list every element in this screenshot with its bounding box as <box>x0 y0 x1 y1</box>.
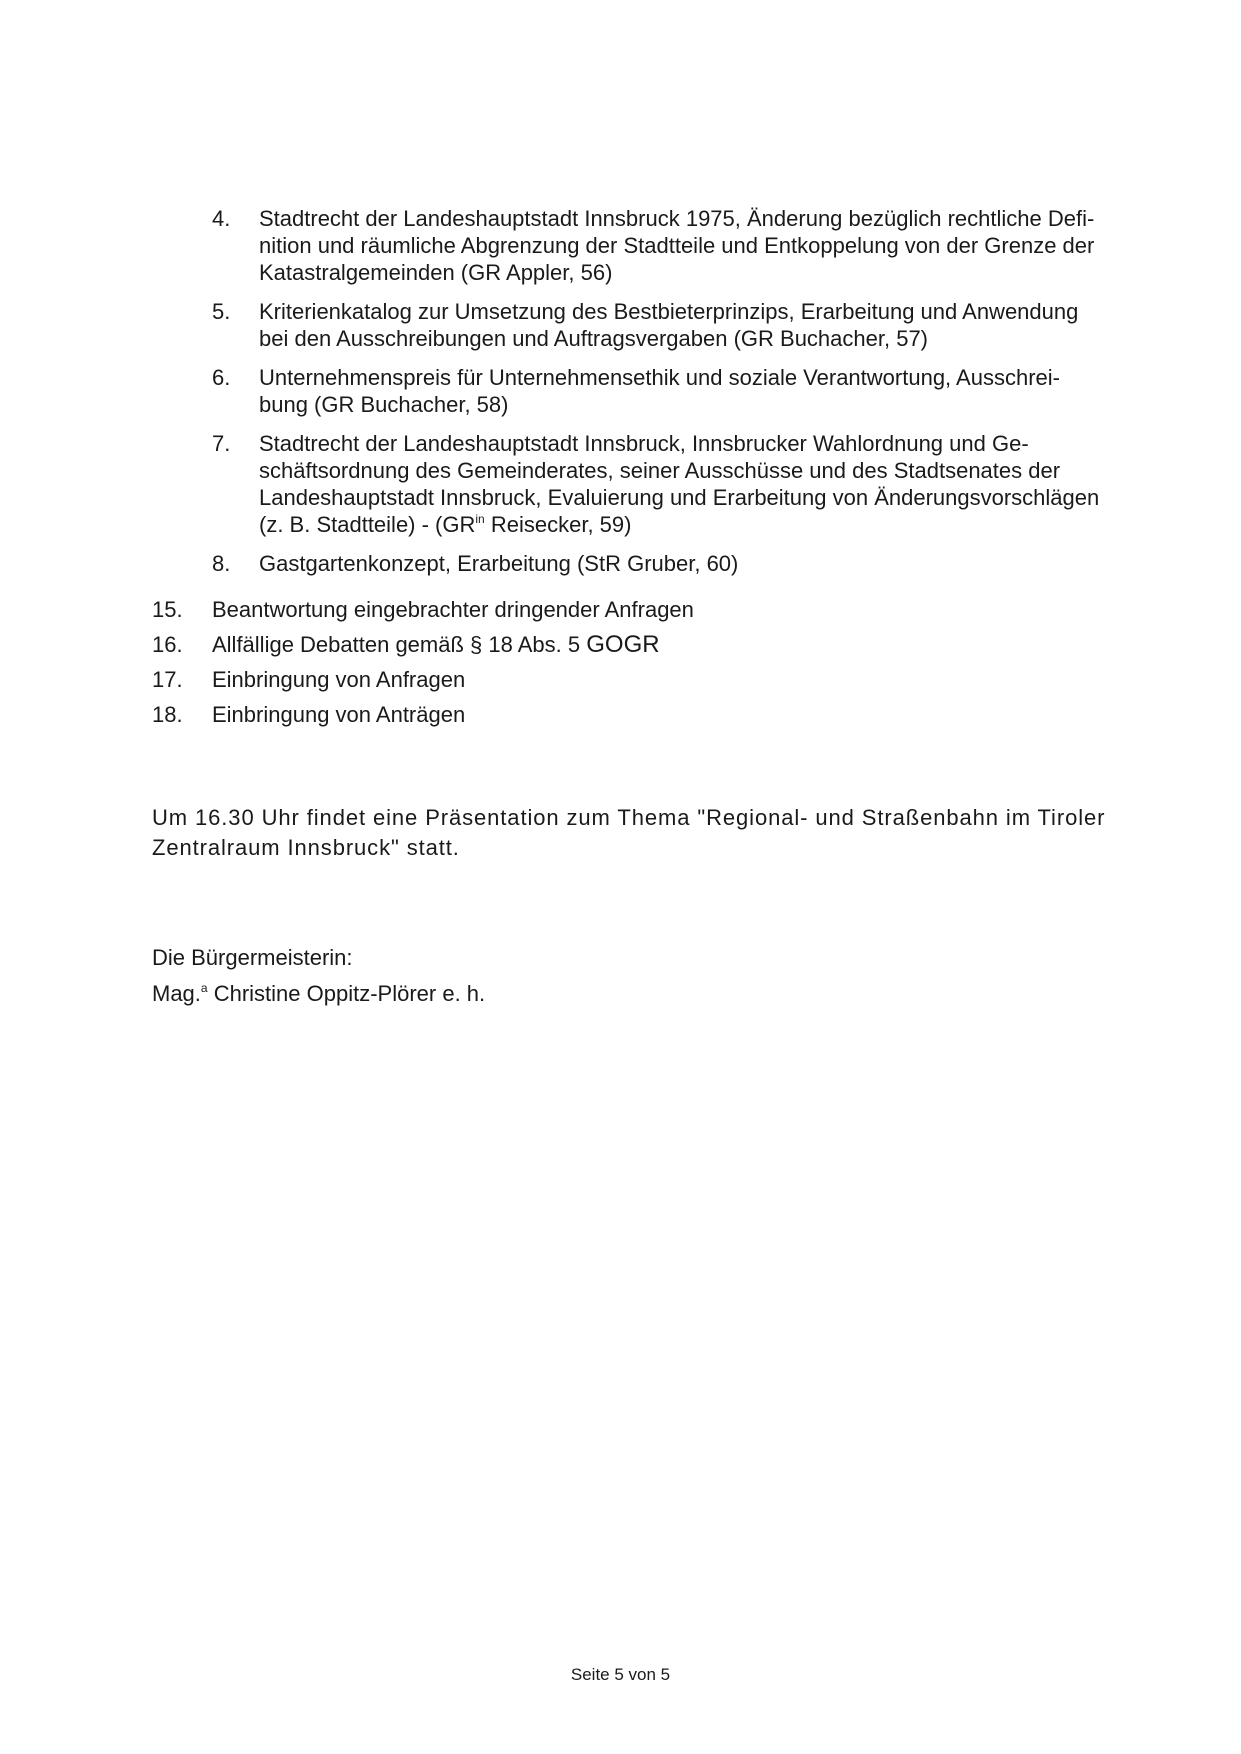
item-number: 18. <box>152 702 183 727</box>
agenda-main-item-18 <box>152 700 1142 735</box>
item-number: 16. <box>152 632 183 657</box>
text-line: Zentralraum Innsbruck" statt. <box>152 835 460 860</box>
text-fragment: Reisecker, 59) <box>484 512 632 537</box>
signature-name <box>152 979 485 1009</box>
item-number: 7. <box>212 431 231 456</box>
item-text <box>259 205 1142 286</box>
item-number: 4. <box>212 206 231 231</box>
item-text <box>259 430 1142 538</box>
text-line: Stadtrecht der Landeshauptstadt Innsbruck, Innsbrucker Wahlordnung und Ge- <box>259 431 1029 456</box>
item-text <box>259 364 1142 418</box>
text-fragment: (z. B. Stadtteile) - (GR <box>259 512 476 537</box>
text-line: Katastralgemeinden (GR Appler, 56) <box>259 260 613 285</box>
agenda-main-item-17 <box>152 665 1142 700</box>
page-footer: Seite 5 von 5 <box>570 1665 671 1684</box>
text-line: Um 16.30 Uhr findet eine Präsentation zum Thema "Regional- und Straßenbahn im Tiroler <box>152 805 1106 830</box>
agenda-sub-item-6 <box>212 364 1142 418</box>
agenda-main-list <box>152 595 1142 735</box>
text-line: schäftsordnung des Gemeinderates, seiner Ausschüsse und des Stadtsenates der <box>259 458 1061 483</box>
item-number: 17. <box>152 667 183 692</box>
agenda-sub-list <box>212 205 1142 589</box>
text-fragment: Christine Oppitz-Plörer e. h. <box>207 981 486 1006</box>
text-line <box>259 511 1142 538</box>
agenda-sub-item-7 <box>212 430 1142 538</box>
signature-role: Die Bürgermeisterin: <box>152 945 353 970</box>
item-number: 8. <box>212 551 231 576</box>
text-fragment: Mag. <box>152 981 201 1006</box>
item-number: 6. <box>212 365 231 390</box>
item-text <box>259 550 1142 577</box>
text-line: Stadtrecht der Landeshauptstadt Innsbruck 1975, Änderung bezüglich rechtliche Defi- <box>259 206 1095 231</box>
item-text: Einbringung von Anträgen <box>212 702 466 727</box>
superscript: a <box>200 981 208 995</box>
item-text <box>259 298 1142 352</box>
text-line: bung (GR Buchacher, 58) <box>259 392 509 417</box>
text-line: Unternehmenspreis für Unternehmensethik und soziale Verantwortung, Ausschrei- <box>259 365 1060 390</box>
text-line: Landeshauptstadt Innsbruck, Evaluierung und Erarbeitung von Änderungsvorschlägen <box>259 485 1100 510</box>
text-fragment: GOGR <box>586 631 660 658</box>
superscript: in <box>475 512 485 526</box>
agenda-sub-item-8 <box>212 550 1142 577</box>
item-text: Beantwortung eingebrachter dringender Anfragen <box>212 597 694 622</box>
presentation-announcement <box>152 803 1152 863</box>
text-line: bei den Ausschreibungen und Auftragsvergaben (GR Buchacher, 57) <box>259 326 929 351</box>
agenda-main-item-16 <box>152 630 1142 665</box>
agenda-sub-item-5 <box>212 298 1142 352</box>
item-number: 5. <box>212 299 231 324</box>
text-fragment: Allfällige Debatten gemäß § 18 Abs. 5 <box>212 632 587 657</box>
agenda-sub-item-4 <box>212 205 1142 286</box>
agenda-main-item-15 <box>152 595 1142 630</box>
text-line: Gastgartenkonzept, Erarbeitung (StR Gruber, 60) <box>259 551 739 576</box>
text-line: Kriterienkatalog zur Umsetzung des Bestbieterprinzips, Erarbeitung und Anwendung <box>259 299 1079 324</box>
item-text <box>212 630 1142 665</box>
item-text: Einbringung von Anfragen <box>212 667 466 692</box>
text-line: nition und räumliche Abgrenzung der Stadtteile und Entkoppelung von der Grenze der <box>259 233 1095 258</box>
item-number: 15. <box>152 597 183 622</box>
